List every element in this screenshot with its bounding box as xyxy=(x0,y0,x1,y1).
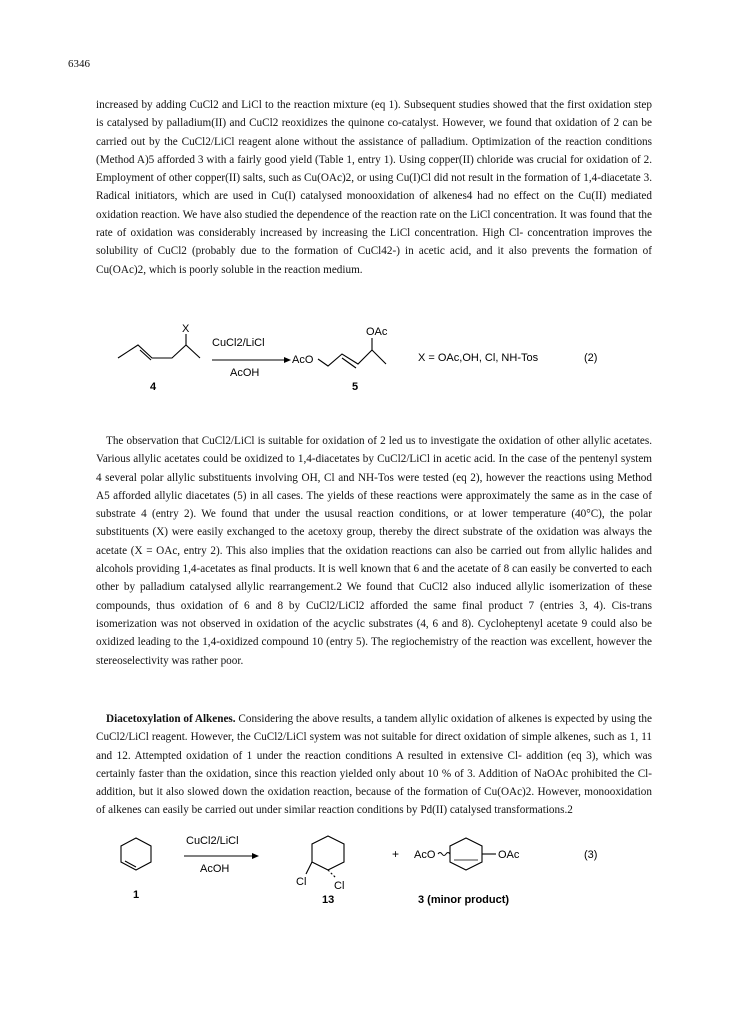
paragraph-2: The observation that CuCl2/LiCl is suitable for oxidation of 2 led us to investigate the oxidation of other allylic acetates. Various allylic acetates could be oxidized to 1,4-diacetates by CuCl2/LiCl in acetic acid. In the case of the pentenyl system 4 several polar allylic substituents involving OH, Cl and NH-Tos were tested (eq 2), however the reactions using Method A5 afforded allylic diacetates (5) in all cases. The yields of these reactions were approximately the same as in the case of substrate 4 (entry 2). We found that under the ususal reaction conditions, or at lower temperature (40°C), the polar substituents (X) were easily exchanged to the acetoxy group, thereby the direct substrate of the oxidation was always the acetate (X = OAc, entry 2). This also implies that the oxidation reactions can also be carried out from allylic halides and alcohols providing 1,4-acetates as final products. It is well known that 6 and the acetate of 8 can easily be converted to each other by palladium catalysed allylic rearrangement.2 We found that CuCl2 also induced allylic isomerization of these compounds, thus oxidation of 6 and 8 by CuCl2/LiCl2 afforded the same final product 7 (entries 3, 4). Cis-trans isomerization was not observed in oxidation of the acyclic substrates (4, 6 and 8). Cycloheptenyl acetate 9 could also be oxidized leading to the 1,4-oxidized compound 10 (entry 5). The regiochemistry of the reaction was excellent, however the stereoselectivity was rather poor. xyxy=(96,435,652,667)
minor-ring xyxy=(450,838,482,870)
paragraph-3-body: Considering the above results, a tandem allylic oxidation of alkenes is expected by using the CuCl2/LiCl reagent. However, the CuCl2/LiCl system was not suitable for direct oxidation of simple alkenes, such as 1, 11 and 12. Attempted oxidation of 1 under the reaction conditions A resulted in extensive Cl- addition (eq 3), which was certainly faster than the oxidation, since this reaction yielded only about 10 % of 3. Addition of NaOAc prohibited the Cl- addition, but it also slowed down the oxidation reaction, because of the formation of Cu(OAc)2. However, monooxidation of alkenes can easily be carried out under similar reaction conditions by Pd(II) catalysed transformations.2 xyxy=(96,713,652,817)
prod5-oac: OAc xyxy=(366,326,388,338)
equation-3-scheme xyxy=(96,830,652,910)
label-1: 1 xyxy=(133,889,140,901)
label-minor-product: 3 (minor product) xyxy=(418,894,510,906)
cyclohexene-double-bond xyxy=(125,861,136,867)
paragraph-3 xyxy=(96,710,652,820)
minor-wavy-bond xyxy=(438,853,450,856)
eq3-reagent: CuCl2/LiCl xyxy=(186,835,239,847)
cl-label-1: Cl xyxy=(296,876,307,888)
plus-sign: + xyxy=(392,847,400,861)
eq3-number: (3) xyxy=(584,849,598,861)
eq2-number: (2) xyxy=(584,352,598,364)
equation-2-scheme xyxy=(96,324,652,414)
cyclohexene-ring xyxy=(121,838,151,870)
dichloride-cl-bond-2 xyxy=(328,870,336,878)
prod5-skeleton xyxy=(318,350,386,366)
label-5: 5 xyxy=(352,381,359,393)
label-4: 4 xyxy=(150,381,157,393)
minor-oac: OAc xyxy=(498,849,520,861)
dichloride-cl-bond-1 xyxy=(306,862,312,874)
prod5-aco: AcO xyxy=(292,354,314,366)
eq3-solvent: AcOH xyxy=(200,863,230,875)
page-number: 6346 xyxy=(68,58,90,70)
eq2-condition: X = OAc,OH, Cl, NH-Tos xyxy=(418,352,539,364)
dichloride-ring xyxy=(312,836,344,870)
sm4-substituent: X xyxy=(182,324,190,335)
label-13: 13 xyxy=(322,894,335,906)
prod5-double-bond xyxy=(342,358,356,368)
eq3-arrow-head xyxy=(252,853,259,859)
eq2-arrow-head xyxy=(284,357,291,363)
minor-aco: AcO xyxy=(414,849,436,861)
eq2-reagent: CuCl2/LiCl xyxy=(212,337,265,349)
section-heading: Diacetoxylation of Alkenes. xyxy=(106,713,236,725)
paragraph-1: increased by adding CuCl2 and LiCl to the reaction mixture (eq 1). Subsequent studies showed that the first oxidation step is catalysed by palladium(II) and CuCl2 reoxidizes the quinone co-catalyst. However, we found that oxidation of 2 can be carried out by the CuCl2/LiCl reagent alone without the assistance of palladium. Optimization of the reaction conditions (Method A)5 afforded 3 with a fairly good yield (Table 1, entry 1). Using copper(II) chloride was crucial for oxidation of 2. Employment of other copper(II) salts, such as Cu(OAc)2, or using Cu(I)Cl did not result in the formation of 1,4-diacetate 3. Radical initiators, which are used in Cu(I) catalysed monooxidation of alkenes4 had no effect on the Cu(II) mediated oxidation reaction. We have also studied the dependence of the reaction rate on the LiCl concentration. It was found that the rate of oxidation was considerably increased by increasing the LiCl concentration. High Cl- concentration improves the solubility of CuCl2 (probably due to the formation of CuCl42-) in acetic acid, and it also prevents the formation of Cu(OAc)2, which is poorly soluble in the reaction medium. xyxy=(96,99,652,276)
cl-label-2: Cl xyxy=(334,880,345,892)
sm4-skeleton xyxy=(118,345,200,358)
eq2-solvent: AcOH xyxy=(230,367,260,379)
